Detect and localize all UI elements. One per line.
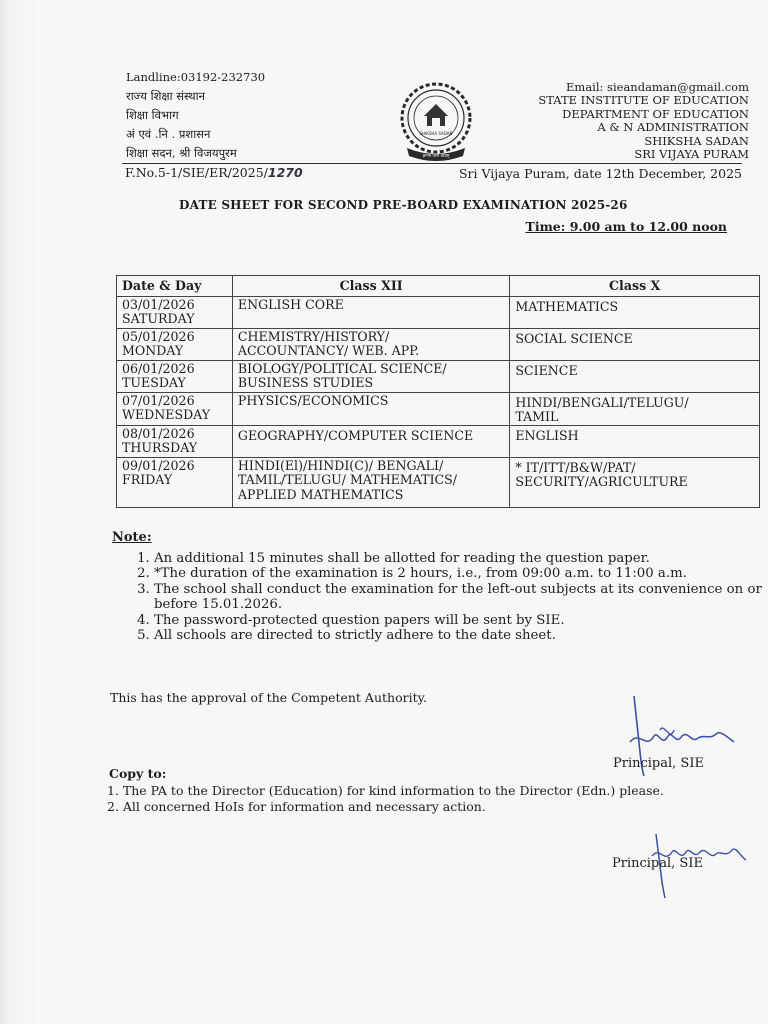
table-header-row [117,276,760,297]
list-item: 4. The password-protected question papers will be sent by SIE. [154,613,768,628]
date-cell: 06/01/2026 TUESDAY [117,360,233,392]
city-name: SRI VIJAYA PURAM [634,147,749,162]
date-cell: 07/01/2026 WEDNESDAY [117,392,233,425]
table-row [117,360,760,392]
copy-to-item: 1. The PA to the Director (Education) for kind information to the Director (Edn.) please. [107,783,664,798]
header-class-xii: Class XII [232,276,509,297]
list-item: 2. *The duration of the examination is 2 hours, i.e., from 09:00 a.m. to 11:00 a.m. [154,566,768,581]
class-xii-cell: GEOGRAPHY/COMPUTER SCIENCE [232,425,509,457]
table-row [117,328,760,360]
class-xii-cell: HINDI(El)/HINDI(C)/ BENGALI/ TAMIL/TELUGU/ MATHEMATICS/ APPLIED MATHEMATICS [232,457,509,507]
class-x-cell: MATHEMATICS [510,296,760,328]
copy-to-heading: Copy to: [109,766,167,781]
class-x-cell: SCIENCE [510,360,760,392]
class-xii-cell: CHEMISTRY/HISTORY/ ACCOUNTANCY/ WEB. APP. [232,328,509,360]
email: Email: sieandaman@gmail.com [566,80,749,94]
header-left [126,68,265,163]
logo-label: SHIKSHA SADAN [419,131,453,136]
list-item: 5. All schools are directed to strictly adhere to the date sheet. [154,628,768,643]
signatory-title: Principal, SIE [613,756,704,771]
class-x-cell: SOCIAL SCIENCE [510,328,760,360]
logo-banner-text: ज्ञानम परमं ध्येयम् [422,153,450,158]
date-cell: 08/01/2026 THURSDAY [117,425,233,457]
date-cell: 09/01/2026 FRIDAY [117,457,233,507]
hindi-line-1: राज्य शिक्षा संस्थान [126,89,205,103]
note-heading: Note: [112,530,152,545]
date-sheet-table [116,275,760,508]
table-row [117,392,760,425]
exam-time: Time: 9.00 am to 12.00 noon [525,219,727,234]
header-divider [122,163,742,164]
building-name: SHIKSHA SADAN [644,133,749,148]
file-number [125,165,303,180]
file-number-printed: F.No.5-1/SIE/ER/2025/ [125,165,268,180]
class-x-cell: ENGLISH [510,425,760,457]
class-x-cell: HINDI/BENGALI/TELUGU/ TAMIL [510,392,760,425]
class-xii-cell: PHYSICS/ECONOMICS [232,392,509,425]
header-date-day: Date & Day [117,276,233,297]
page-title: DATE SHEET FOR SECOND PRE-BOARD EXAMINATION 2025-26 [179,198,628,212]
institute-name: STATE INSTITUTE OF EDUCATION [538,93,749,108]
hindi-line-4: शिक्षा सदन, श्री विजयपुरम [126,146,237,160]
landline: Landline:03192-232730 [126,70,266,84]
list-item: 3. The school shall conduct the examination for the left-out subjects at its convenience on or before 15.01.2026. [154,582,768,613]
hindi-line-2: शिक्षा विभाग [126,108,179,122]
signatory-title-2: Principal, SIE [612,856,703,871]
class-x-cell: * IT/ITT/B&W/PAT/ SECURITY/AGRICULTURE [510,457,760,507]
class-xii-cell: ENGLISH CORE [232,296,509,328]
list-item: 1. An additional 15 minutes shall be allotted for reading the question paper. [154,551,768,566]
copy-to-item: 2. All concerned HoIs for information and necessary action. [107,799,486,814]
table-row [117,425,760,457]
date-cell: 03/01/2026 SATURDAY [117,296,233,328]
administration-name: A & N ADMINISTRATION [597,120,749,135]
department-name: DEPARTMENT OF EDUCATION [562,106,749,121]
table-row [117,296,760,328]
hindi-line-3: अं एवं .नि . प्रशासन [126,127,211,141]
file-number-handwritten: 1270 [267,165,303,180]
notes-list [104,551,768,643]
date-cell: 05/01/2026 MONDAY [117,328,233,360]
header-class-x: Class X [510,276,760,297]
approval-statement: This has the approval of the Competent Authority. [110,690,427,705]
table-row [117,457,760,507]
place-date: Sri Vijaya Puram, date 12th December, 2025 [458,166,742,181]
class-xii-cell: BIOLOGY/POLITICAL SCIENCE/ BUSINESS STUDIES [232,360,509,392]
sie-emblem-logo [399,80,473,162]
header-right [538,81,749,161]
